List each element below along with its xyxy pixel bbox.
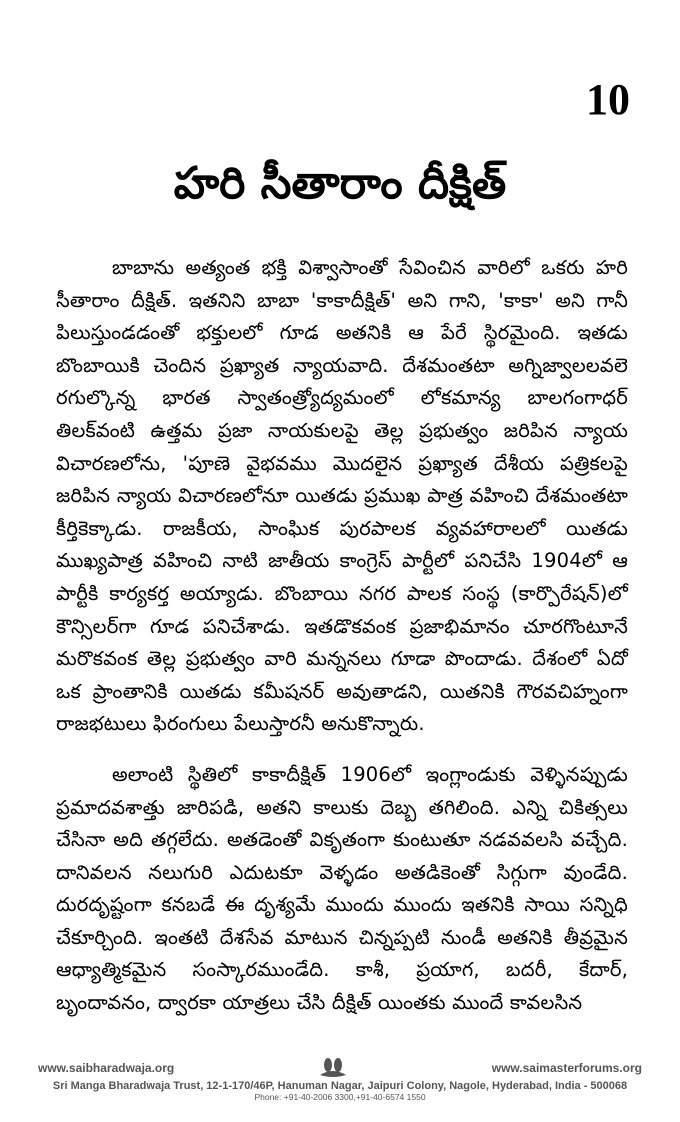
paragraph: అలాంటి స్థితిలో కాకాదీక్షిత్ 1906లో ఇంగ్లాండుకు వెళ్ళినప్పుడు ప్రమాదవశాత్తు జారిపడి, అతని కాలుకు దెబ్బ తగిలింది. ఎన్ని చికిత్సలు చేసినా అది తగ్గలేదు. అతడెంతో వికృతంగా కుంటుతూ నడవవలసి వచ్చేది. దానివలన నలుగురి ఎదుటకూ వెళ్ళడం అతడికెంతో సిగ్గుగా వుండేది. దురదృష్టంగా కనబడే ఈ దృశ్యమే ముందు ముందు ఇతనికి సాయి సన్నిధి చేకూర్చింది. ఇంతటి దేశసేవ మాటున చిన్నప్పటి నుండీ అతనికి తీవ్రమైన ఆధ్యాత్మికమైన సంస్కారముండేది. కాశీ, ప్రయాగ, బదరీ, కేదార్, బృందావనం, ద్వారకా యాత్రలు చేసి దీక్షిత్ యింతకు ముందే కావలసిన xyxy=(56,762,628,1015)
lotus-feet-icon xyxy=(318,1057,348,1079)
footer-phone: Phone: +91-40-2006 3300,+91-40-6574 1550 xyxy=(254,1092,426,1102)
footer-left-url[interactable]: www.saibharadwaja.org xyxy=(38,1061,175,1075)
page-footer xyxy=(38,1057,642,1102)
paragraph: బాబాను అత్యంత భక్తి విశ్వాసాంతో సేవించిన వారిలో ఒకరు హరి సీతారాం దీక్షిత్. ఇతనిని బాబా 'కాకాదీక్షిత్' అని గాని, 'కాకా' అని గానీ పిలుస్తుండడంతో భక్తులలో గూడ అతనికి ఆ పేరే స్థిరమైంది. ఇతడు బొంబాయికి చెందిన ప్రఖ్యాత న్యాయవాది. దేశమంతటా అగ్నిజ్వాలలవలె రగుల్కొన్న భారత స్వాతంత్ర్యోద్యమంలో లోకమాన్య బాలగంగాధర్ తిలక్‌వంటి ఉత్తమ ప్రజా నాయకులపై తెల్ల ప్రభుత్వం జరిపిన న్యాయ విచారణలోను, 'పూణె వైభవము మొదలైన ప్రఖ్యాత దేశీయ పత్రికలపై జరిపిన న్యాయ విచారణలోనూ యితడు ప్రముఖ పాత్ర వహించి దేశమంతటా కీర్తికెక్కాడు. రాజకీయ, సాంఘిక పురపాలక వ్యవహారాలలో యితడు ముఖ్యపాత్ర వహించి నాటి జాతీయ కాంగ్రెస్ పార్టీలో పనిచేసి 1904లో ఆ పార్టీకి కార్యకర్త అయ్యాడు. బొంబాయి నగర పాలక సంస్థ (కార్పొరేషన్)లో కౌన్సిలర్‌గా గూడ పనిచేశాడు. ఇతడొకవంక ప్రజాభిమానం చూరగొంటూనే మరొకవంక తెల్ల ప్రభుత్వం వారి మన్ననలు గూడా పొందాడు. దేశంలో ఏదో ఒక ప్రాంతానికి యితడు కమీషనర్ అవుతాడని, యితనికి గౌరవచిహ్నంగా రాజభటులు ఫిరంగులు పేలుస్తారనీ అనుకొన్నారు. xyxy=(56,256,628,736)
body-text xyxy=(56,252,628,1020)
chapter-title: హరి సీతారాం దీక్షిత్ xyxy=(173,158,507,209)
footer-address: Sri Manga Bharadwaja Trust, 12-1-170/46P, Hanuman Nagar, Jaipuri Colony, Nagole, Hyderabad, India - 500068 xyxy=(52,1080,628,1092)
footer-links-row xyxy=(38,1057,642,1079)
chapter-number: 10 xyxy=(586,75,630,124)
footer-right-url[interactable]: www.saimasterforums.org xyxy=(491,1061,642,1075)
